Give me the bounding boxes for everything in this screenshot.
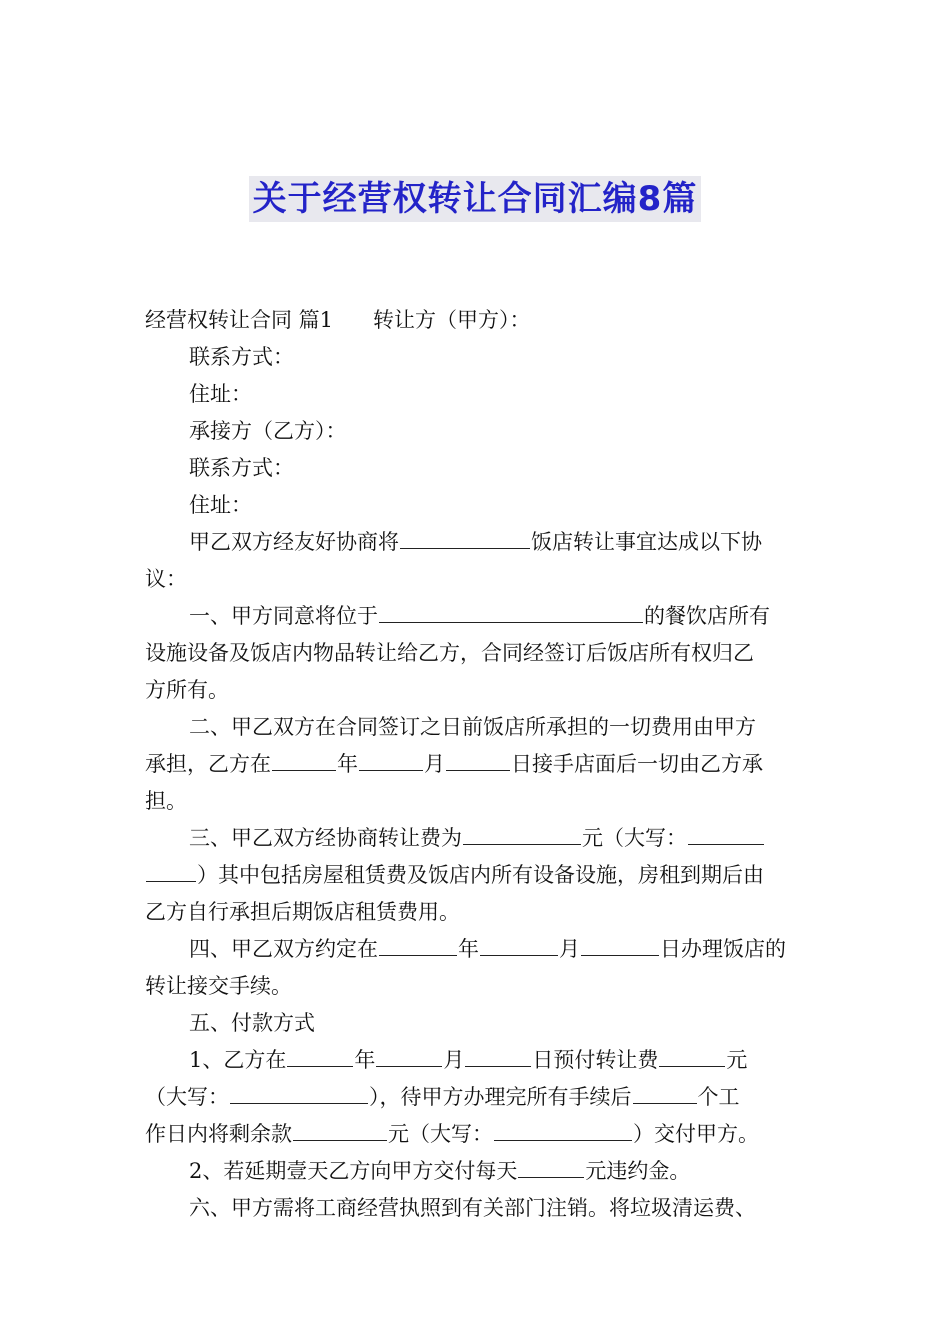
blank-field [518, 1153, 584, 1178]
transferor-label: 转让方（甲方）： [373, 308, 531, 332]
party-a-address: 住址： [189, 382, 252, 406]
pay2-line [145, 1153, 809, 1190]
intro-line-end: 议： [145, 567, 187, 591]
party-b-address: 住址： [189, 493, 252, 517]
blank-field [230, 1079, 368, 1104]
clause4-text-d: 日办理饭店的 [660, 937, 786, 961]
pay1-text-g: ），待甲方办理完所有手续后 [369, 1085, 632, 1109]
clause1-line3: 方所有。 [145, 678, 229, 702]
blank-field [465, 1042, 531, 1067]
clause4-line1 [145, 931, 809, 968]
contract-part-label: 经营权转让合同 篇1 [145, 308, 334, 332]
blank-field [659, 1042, 725, 1067]
blank-field [494, 1116, 632, 1141]
heading-line [145, 302, 809, 339]
clause3-text-b: 元（大写： [582, 826, 687, 850]
party-b-label: 承接方（乙方）： [189, 419, 347, 443]
intro-line [145, 524, 809, 561]
clause3-text-a: 三、甲乙双方经协商转让费为 [189, 826, 462, 850]
blank-field [480, 931, 558, 956]
clause2-text-c: 年 [337, 752, 358, 776]
blank-field [379, 598, 643, 623]
pay1-text-e: 元 [726, 1048, 748, 1072]
pay1-line1 [145, 1042, 809, 1079]
clause3-line3: 乙方自行承担后期饭店租赁费用。 [145, 900, 460, 924]
clause3-text-c: ）其中包括房屋租赁费及饭店内所有设备设施，房租到期后由 [197, 863, 764, 887]
clause5-title: 五、付款方式 [189, 1011, 315, 1035]
blank-field [688, 820, 764, 845]
blank-field [400, 524, 530, 549]
clause2-text-e: 日接手店面后一切由乙方承 [511, 752, 763, 776]
blank-field [272, 746, 336, 771]
blank-field [293, 1116, 387, 1141]
clause4-line2: 转让接交手续。 [145, 974, 292, 998]
blank-field [446, 746, 510, 771]
pay2-text-a: 2、若延期壹天乙方向甲方交付每天 [189, 1159, 518, 1183]
clause1-text-a: 一、甲方同意将位于 [189, 604, 378, 628]
pay1-text-i: 作日内将剩余款 [145, 1122, 292, 1146]
blank-field [463, 820, 581, 845]
intro-text-a: 甲乙双方经友好协商将 [189, 530, 399, 554]
pay1-text-k: ）交付甲方。 [633, 1122, 759, 1146]
clause2-line3: 担。 [145, 789, 187, 813]
clause2-line1: 二、甲乙双方在合同签订之日前饭店所承担的一切费用由甲方 [189, 715, 756, 739]
party-a-contact: 联系方式： [189, 345, 294, 369]
pay1-text-f: （大写： [145, 1085, 229, 1109]
clause1-line1 [145, 598, 809, 635]
document-title-block [0, 176, 950, 222]
clause2-line2 [145, 746, 809, 783]
clause4-text-a: 四、甲乙双方约定在 [189, 937, 378, 961]
pay1-text-b: 年 [354, 1048, 376, 1072]
document-title: 关于经营权转让合同汇编8篇 [249, 176, 702, 222]
clause3-line2 [145, 857, 809, 894]
clause1-text-b: 的餐饮店所有 [644, 604, 770, 628]
contract-body [145, 302, 809, 1227]
clause6-line1: 六、甲方需将工商经营执照到有关部门注销。将垃圾清运费、 [189, 1196, 756, 1220]
pay1-line2 [145, 1079, 809, 1116]
blank-field [379, 931, 457, 956]
blank-field [146, 857, 196, 882]
blank-field [287, 1042, 353, 1067]
blank-field [376, 1042, 442, 1067]
party-b-contact: 联系方式： [189, 456, 294, 480]
blank-field [633, 1079, 697, 1104]
pay1-text-d: 日预付转让费 [532, 1048, 659, 1072]
pay2-text-b: 元违约金。 [585, 1159, 691, 1183]
pay1-text-j: 元（大写： [388, 1122, 493, 1146]
pay1-text-h: 个工 [697, 1085, 740, 1109]
intro-text-b: 饭店转让事宜达成以下协 [531, 530, 762, 554]
clause4-text-c: 月 [559, 937, 580, 961]
clause2-text-d: 月 [424, 752, 445, 776]
clause1-line2: 设施设备及饭店内物品转让给乙方，合同经签订后饭店所有权归乙 [145, 641, 754, 665]
pay1-text-c: 月 [443, 1048, 465, 1072]
blank-field [359, 746, 423, 771]
pay1-line3 [145, 1116, 809, 1153]
clause3-line1 [145, 820, 809, 857]
clause4-text-b: 年 [458, 937, 479, 961]
blank-field [581, 931, 659, 956]
pay1-text-a: 1、乙方在 [189, 1048, 287, 1072]
clause2-text-b: 承担，乙方在 [145, 752, 271, 776]
